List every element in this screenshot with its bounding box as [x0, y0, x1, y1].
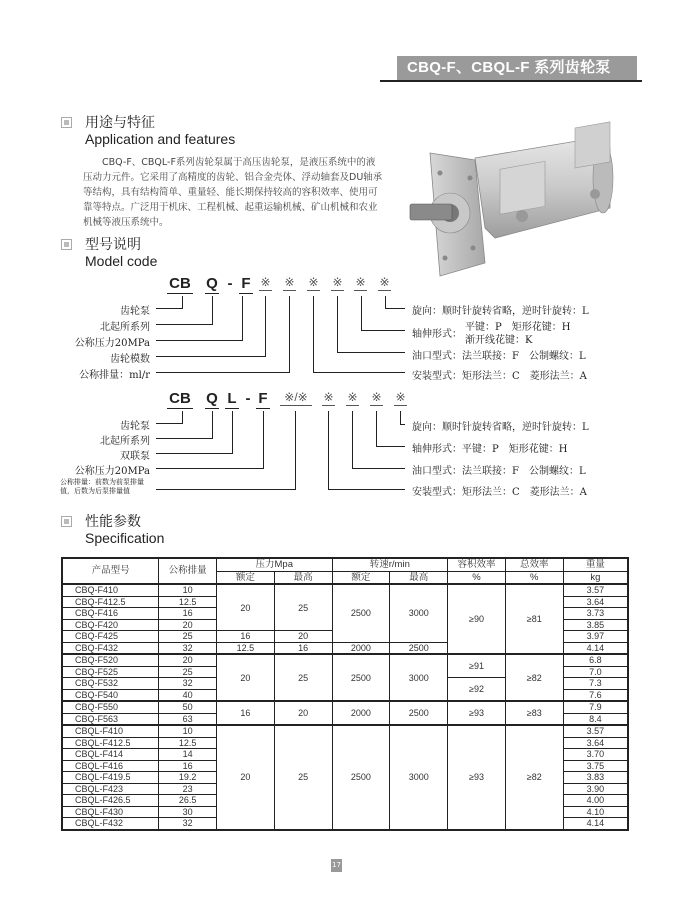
code-part: - [245, 390, 251, 407]
model-code-title-cn: 型号说明 [85, 237, 141, 253]
header-total-eff: 总效率 [505, 558, 563, 572]
connector-line [400, 411, 401, 424]
header-speed-rated: 额定 [332, 572, 390, 585]
cell-vol-eff: ≥93 [448, 725, 506, 830]
cell-model: CBQL-F423 [62, 783, 159, 795]
cell-displacement: 10 [159, 725, 217, 737]
banner-underline [380, 80, 642, 82]
cell-speed-max: 3000 [390, 725, 448, 830]
application-body [83, 155, 383, 230]
cell-vol-eff: ≥93 [448, 701, 506, 725]
cell-model: CBQ-F550 [62, 701, 159, 713]
header-pressure-max: 最高 [274, 572, 332, 585]
section-bullet-icon [61, 117, 72, 128]
connector-line [156, 308, 183, 309]
code-part: ※ [347, 390, 358, 404]
connector-line [156, 453, 233, 454]
label-shaft-type: 轴伸形式：平键：P 矩形花键：H [412, 444, 568, 455]
label-shaft-type: 轴伸形式： [412, 329, 462, 340]
cell-pressure-rated: 12.5 [216, 642, 274, 654]
header-total-eff-unit: % [505, 572, 563, 585]
connector-line [156, 340, 243, 341]
connector-line [295, 411, 296, 490]
connector-line [313, 296, 314, 373]
cell-vol-eff: ≥91 [448, 654, 506, 678]
cell-model: CBQ-F540 [62, 689, 159, 701]
cell-total-eff: ≥82 [505, 725, 563, 830]
connector-line [156, 372, 290, 373]
cell-model: CBQ-F525 [62, 666, 159, 678]
cell-weight: 4.14 [563, 642, 628, 654]
code-part: ※ [284, 275, 295, 289]
cell-displacement: 12.5 [159, 596, 217, 608]
header-weight: 重量 [563, 558, 628, 572]
cell-model: CBQ-F425 [62, 631, 159, 643]
cell-speed-rated: 2000 [332, 701, 390, 725]
code-part: ※/※ [280, 390, 312, 406]
code-part: ※ [332, 275, 343, 289]
cell-weight: 3.85 [563, 619, 628, 631]
cell-model: CBQL-F412.5 [62, 737, 159, 749]
cell-model: CBQL-F432 [62, 818, 159, 830]
cell-model: CBQ-F412.5 [62, 596, 159, 608]
connector-line [156, 489, 296, 490]
connector-line [361, 330, 405, 331]
cell-model: CBQL-F414 [62, 749, 159, 761]
connector-line [337, 296, 338, 353]
application-paragraph: CBQ-F、CBQL-F系列齿轮泵属于高压齿轮泵，是液压系统中的液压动力元件。它采用了高精度的齿轮、铝合金壳体、浮动轴套及DU轴承等结构，具有结构简单、重量轻、能长期保持较高的容积效率、使用可靠等特点。广泛用于机床、工程机械、起重运输机械、矿山机械和农业机械等液压系统中。 [83, 157, 383, 228]
code-part: ※ [379, 275, 390, 289]
cell-model: CBQ-F416 [62, 608, 159, 620]
label-shaft-options: 平键：P 矩形花键：H [465, 322, 571, 333]
connector-line [232, 411, 233, 454]
page-banner-title: CBQ-F、CBQL-F 系列齿轮泵 [397, 56, 637, 80]
connector-line [182, 296, 183, 309]
cell-model: CBQL-F416 [62, 760, 159, 772]
gear-pump-image [405, 98, 640, 283]
code-part: ※ [308, 275, 319, 289]
label-mount-type: 安装型式：矩形法兰：C 菱形法兰：A [412, 371, 587, 382]
cell-pressure-max: 25 [274, 725, 332, 830]
label-pressure: 公称压力20MPa [74, 338, 150, 349]
cell-weight: 3.70 [563, 749, 628, 761]
cell-weight: 3.57 [563, 725, 628, 737]
header-pressure-rated: 额定 [216, 572, 274, 585]
label-pressure: 公称压力20MPa [74, 466, 150, 477]
table-row [62, 654, 628, 666]
cell-model: CBQL-F419.5 [62, 772, 159, 784]
connector-line [313, 372, 405, 373]
cell-displacement: 12.5 [159, 737, 217, 749]
connector-line [376, 446, 405, 447]
cell-speed-max: 3000 [390, 584, 448, 642]
cell-displacement: 50 [159, 701, 217, 713]
connector-line [156, 324, 213, 325]
connector-line [156, 438, 213, 439]
connector-line [212, 296, 213, 325]
cell-weight: 3.57 [563, 584, 628, 596]
code-part: Q [206, 275, 218, 292]
cell-total-eff: ≥83 [505, 701, 563, 725]
cell-model: CBQL-F426.5 [62, 795, 159, 807]
cell-model: CBQ-F432 [62, 642, 159, 654]
cell-displacement: 32 [159, 818, 217, 830]
connector-line [242, 296, 243, 341]
code-part: - [227, 275, 233, 292]
cell-weight: 6.8 [563, 654, 628, 666]
cell-displacement: 23 [159, 783, 217, 795]
application-title-cn: 用途与特征 [85, 115, 155, 131]
label-module: 齿轮模数 [110, 354, 150, 365]
cell-pressure-max: 20 [274, 631, 332, 643]
cell-weight: 7.6 [563, 689, 628, 701]
cell-weight: 3.83 [563, 772, 628, 784]
cell-pressure-max: 25 [274, 654, 332, 701]
cell-displacement: 20 [159, 654, 217, 666]
cell-pressure-max: 20 [274, 701, 332, 725]
page-number: 17 [331, 859, 342, 872]
cell-speed-rated: 2500 [332, 725, 390, 830]
label-shaft-involute: 渐开线花键：K [465, 335, 533, 346]
code-part: CB [167, 275, 193, 294]
label-series: 北起所系列 [100, 436, 150, 447]
label-displacement-note-2: 值，后数为后泵排量值 [60, 487, 130, 495]
cell-speed-max: 2500 [390, 642, 448, 654]
connector-line [376, 411, 377, 447]
connector-line [337, 352, 405, 353]
cell-weight: 7.9 [563, 701, 628, 713]
cell-displacement: 19.2 [159, 772, 217, 784]
cell-weight: 3.64 [563, 596, 628, 608]
code-part: L [225, 390, 239, 409]
cell-model: CBQ-F563 [62, 713, 159, 725]
code-part: ※ [371, 390, 382, 404]
label-displacement: 公称排量：ml/r [79, 370, 150, 381]
code-part: ※ [323, 390, 334, 404]
cell-displacement: 16 [159, 760, 217, 772]
label-port-type: 油口型式：法兰联接：F 公制螺纹：L [412, 351, 586, 362]
cell-model: CBQ-F420 [62, 619, 159, 631]
cell-weight: 3.75 [563, 760, 628, 772]
cell-weight: 7.3 [563, 678, 628, 690]
cell-weight: 4.10 [563, 806, 628, 818]
cell-speed-rated: 2000 [332, 642, 390, 654]
cell-speed-max: 2500 [390, 701, 448, 725]
cell-pressure-max: 25 [274, 584, 332, 631]
cell-displacement: 30 [159, 806, 217, 818]
table-header-row [62, 558, 628, 572]
cell-pressure-max: 16 [274, 642, 332, 654]
model-code-title-en: Model code [85, 253, 158, 269]
connector-line [212, 411, 213, 439]
table-row [62, 701, 628, 713]
connector-line [352, 411, 353, 469]
cell-displacement: 32 [159, 642, 217, 654]
cell-displacement: 25 [159, 631, 217, 643]
header-speed: 转速r/min [332, 558, 448, 572]
code-part: ※ [355, 275, 366, 289]
cell-weight: 3.73 [563, 608, 628, 620]
code-part: F [256, 390, 270, 409]
spec-title-cn: 性能参数 [85, 514, 141, 530]
table-row [62, 584, 628, 596]
connector-line [263, 411, 264, 469]
cell-model: CBQL-F430 [62, 806, 159, 818]
cell-displacement: 32 [159, 678, 217, 690]
cell-displacement: 14 [159, 749, 217, 761]
cell-displacement: 20 [159, 619, 217, 631]
header-model: 产品型号 [62, 558, 159, 584]
cell-pressure-rated: 20 [216, 584, 274, 631]
cell-weight: 3.64 [563, 737, 628, 749]
header-weight-unit: kg [563, 572, 628, 585]
cell-total-eff: ≥82 [505, 654, 563, 701]
cell-vol-eff: ≥90 [448, 584, 506, 654]
code-part: F [239, 275, 253, 294]
cell-pressure-rated: 16 [216, 631, 274, 643]
code-part: Q [206, 390, 218, 407]
connector-line [156, 468, 264, 469]
connector-line [265, 296, 266, 357]
connector-line [328, 411, 329, 490]
cell-displacement: 63 [159, 713, 217, 725]
cell-pressure-rated: 16 [216, 701, 274, 725]
label-mount-type: 安装型式：矩形法兰：C 菱形法兰：A [412, 487, 587, 498]
connector-line [156, 423, 183, 424]
cell-speed-rated: 2500 [332, 654, 390, 701]
label-port-type: 油口型式：法兰联接：F 公制螺纹：L [412, 466, 586, 477]
connector-line [289, 296, 290, 373]
label-displacement-note-1: 公称排量：前数为前泵排量 [60, 478, 144, 486]
code-part: ※ [395, 390, 406, 404]
header-vol-eff: 容积效率 [448, 558, 506, 572]
spec-title-en: Specification [85, 530, 165, 546]
cell-model: CBQ-F520 [62, 654, 159, 666]
cell-model: CBQ-F532 [62, 678, 159, 690]
cell-model: CBQ-F410 [62, 584, 159, 596]
specification-table [61, 557, 629, 831]
cell-pressure-rated: 20 [216, 725, 274, 830]
cell-displacement: 26.5 [159, 795, 217, 807]
cell-speed-rated: 2500 [332, 584, 390, 642]
cell-displacement: 25 [159, 666, 217, 678]
connector-line [352, 468, 405, 469]
cell-weight: 7.0 [563, 666, 628, 678]
label-gear-pump: 齿轮泵 [120, 306, 150, 317]
label-double-pump: 双联泵 [120, 451, 150, 462]
cell-pressure-rated: 20 [216, 654, 274, 701]
cell-speed-max: 3000 [390, 654, 448, 701]
section-bullet-icon [61, 239, 72, 250]
application-title-en: Application and features [85, 131, 236, 147]
connector-line [182, 411, 183, 424]
cell-displacement: 40 [159, 689, 217, 701]
header-pressure: 压力Mpa [216, 558, 332, 572]
label-rotation: 旋向：顺时针旋转省略，逆时针旋转：L [412, 422, 589, 433]
cell-total-eff: ≥81 [505, 584, 563, 654]
cell-weight: 3.90 [563, 783, 628, 795]
connector-line [328, 489, 405, 490]
header-vol-eff-unit: % [448, 572, 506, 585]
cell-vol-eff: ≥92 [448, 678, 506, 702]
cell-displacement: 16 [159, 608, 217, 620]
code-part: ※ [260, 275, 271, 289]
label-rotation: 旋向：顺时针旋转省略，逆时针旋转：L [412, 306, 589, 317]
cell-weight: 4.00 [563, 795, 628, 807]
cell-weight: 8.4 [563, 713, 628, 725]
connector-line [400, 424, 405, 425]
cell-weight: 3.97 [563, 631, 628, 643]
connector-line [385, 308, 405, 309]
cell-weight: 4.14 [563, 818, 628, 830]
code-part: CB [167, 390, 193, 409]
connector-line [156, 356, 266, 357]
cell-model: CBQL-F410 [62, 725, 159, 737]
connector-line [385, 296, 386, 308]
label-series: 北起所系列 [100, 322, 150, 333]
header-speed-max: 最高 [390, 572, 448, 585]
cell-displacement: 10 [159, 584, 217, 596]
header-displacement: 公称排量 [159, 558, 217, 584]
section-bullet-icon [61, 516, 72, 527]
label-gear-pump: 齿轮泵 [120, 421, 150, 432]
table-row [62, 725, 628, 737]
connector-line [361, 296, 362, 331]
